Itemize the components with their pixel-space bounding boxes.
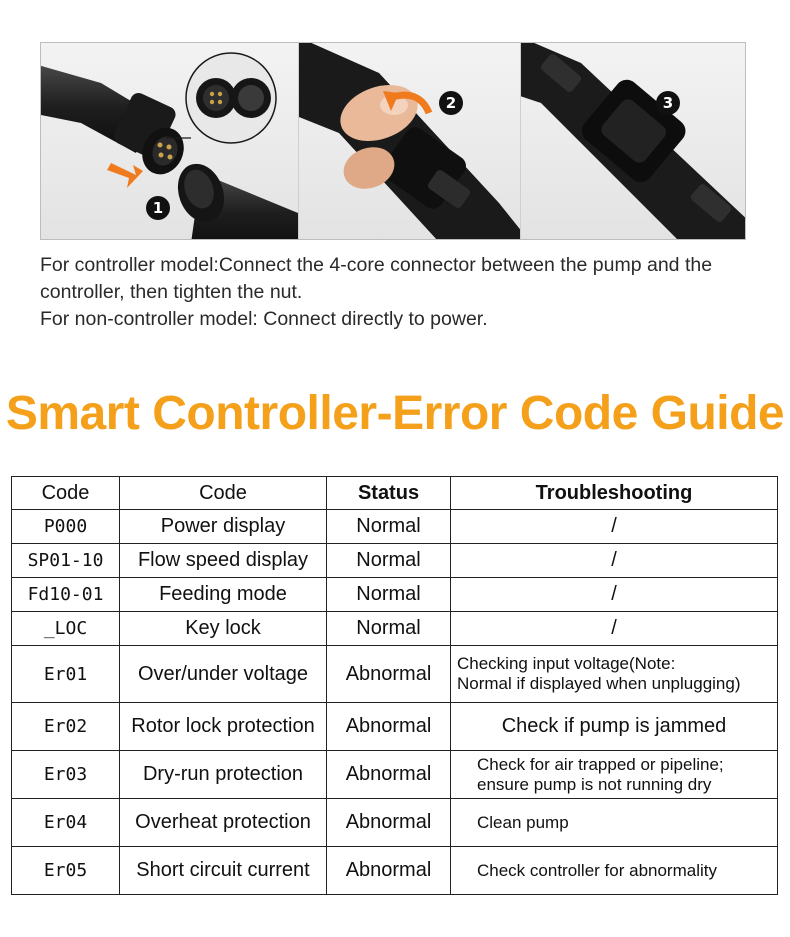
cell-name: Overheat protection xyxy=(120,799,327,847)
cell-status: Abnormal xyxy=(327,799,451,847)
cell-troubleshooting: / xyxy=(451,612,778,646)
header-troubleshooting: Troubleshooting xyxy=(451,477,778,510)
header-code-description: Code xyxy=(120,477,327,510)
cell-name: Feeding mode xyxy=(120,578,327,612)
cell-code: Er01 xyxy=(12,646,120,703)
table-row xyxy=(12,847,778,895)
connector-illustration-2 xyxy=(299,43,520,239)
cell-code: P000 xyxy=(12,510,120,544)
cell-status: Normal xyxy=(327,578,451,612)
table-row xyxy=(12,799,778,847)
cell-troubleshooting: / xyxy=(451,544,778,578)
cell-code: Er03 xyxy=(12,751,120,799)
cell-status: Normal xyxy=(327,510,451,544)
step-1-badge: 1 xyxy=(146,196,170,220)
cell-troubleshooting: Clean pump xyxy=(451,799,778,847)
instruction-controller-model: For controller model:Connect the 4-core connector between the pump and the controller, then tighten the nut. xyxy=(40,254,713,303)
table-row xyxy=(12,612,778,646)
connector-illustration-3 xyxy=(521,43,745,239)
photo-step-3 xyxy=(521,43,745,239)
cell-troubleshooting: / xyxy=(451,578,778,612)
cell-code: SP01-10 xyxy=(12,544,120,578)
connector-photo-strip xyxy=(40,42,746,240)
connection-instructions xyxy=(40,252,760,333)
cell-troubleshooting: Check if pump is jammed xyxy=(451,703,778,751)
troubleshooting-line: Checking input voltage(Note: xyxy=(457,654,676,673)
troubleshooting-line: Check for air trapped or pipeline; xyxy=(477,754,724,774)
cell-name: Over/under voltage xyxy=(120,646,327,703)
cell-status: Abnormal xyxy=(327,847,451,895)
table-row xyxy=(12,751,778,799)
cell-code: Er02 xyxy=(12,703,120,751)
cell-code: Er04 xyxy=(12,799,120,847)
table-row xyxy=(12,646,778,703)
cell-name: Rotor lock protection xyxy=(120,703,327,751)
cell-code: _LOC xyxy=(12,612,120,646)
table-row xyxy=(12,703,778,751)
cell-name: Short circuit current xyxy=(120,847,327,895)
cell-troubleshooting xyxy=(451,646,778,703)
cell-name: Dry-run protection xyxy=(120,751,327,799)
error-code-table xyxy=(11,476,778,895)
photo-step-2 xyxy=(299,43,521,239)
cell-status: Abnormal xyxy=(327,703,451,751)
table-header-row xyxy=(12,477,778,510)
cell-status: Normal xyxy=(327,612,451,646)
cell-name: Power display xyxy=(120,510,327,544)
cell-name: Flow speed display xyxy=(120,544,327,578)
step-3-badge: 3 xyxy=(656,91,680,115)
direction-arrow-icon xyxy=(107,163,143,188)
table-row xyxy=(12,510,778,544)
header-code: Code xyxy=(12,477,120,510)
step-2-badge: 2 xyxy=(439,91,463,115)
cell-troubleshooting: / xyxy=(451,510,778,544)
cell-status: Abnormal xyxy=(327,751,451,799)
troubleshooting-line: ensure pump is not running dry xyxy=(477,774,712,794)
cell-troubleshooting: Check controller for abnormality xyxy=(451,847,778,895)
photo-step-1 xyxy=(41,43,299,239)
table-row xyxy=(12,578,778,612)
cell-code: Er05 xyxy=(12,847,120,895)
page-title: Smart Controller-Error Code Guide xyxy=(5,387,785,440)
table-row xyxy=(12,544,778,578)
cell-code: Fd10-01 xyxy=(12,578,120,612)
cell-status: Normal xyxy=(327,544,451,578)
troubleshooting-line: Normal if displayed when unplugging) xyxy=(457,674,741,693)
instruction-non-controller-model: For non-controller model: Connect directly to power. xyxy=(40,308,488,330)
cell-status: Abnormal xyxy=(327,646,451,703)
cell-name: Key lock xyxy=(120,612,327,646)
header-status: Status xyxy=(327,477,451,510)
cell-troubleshooting xyxy=(451,751,778,799)
